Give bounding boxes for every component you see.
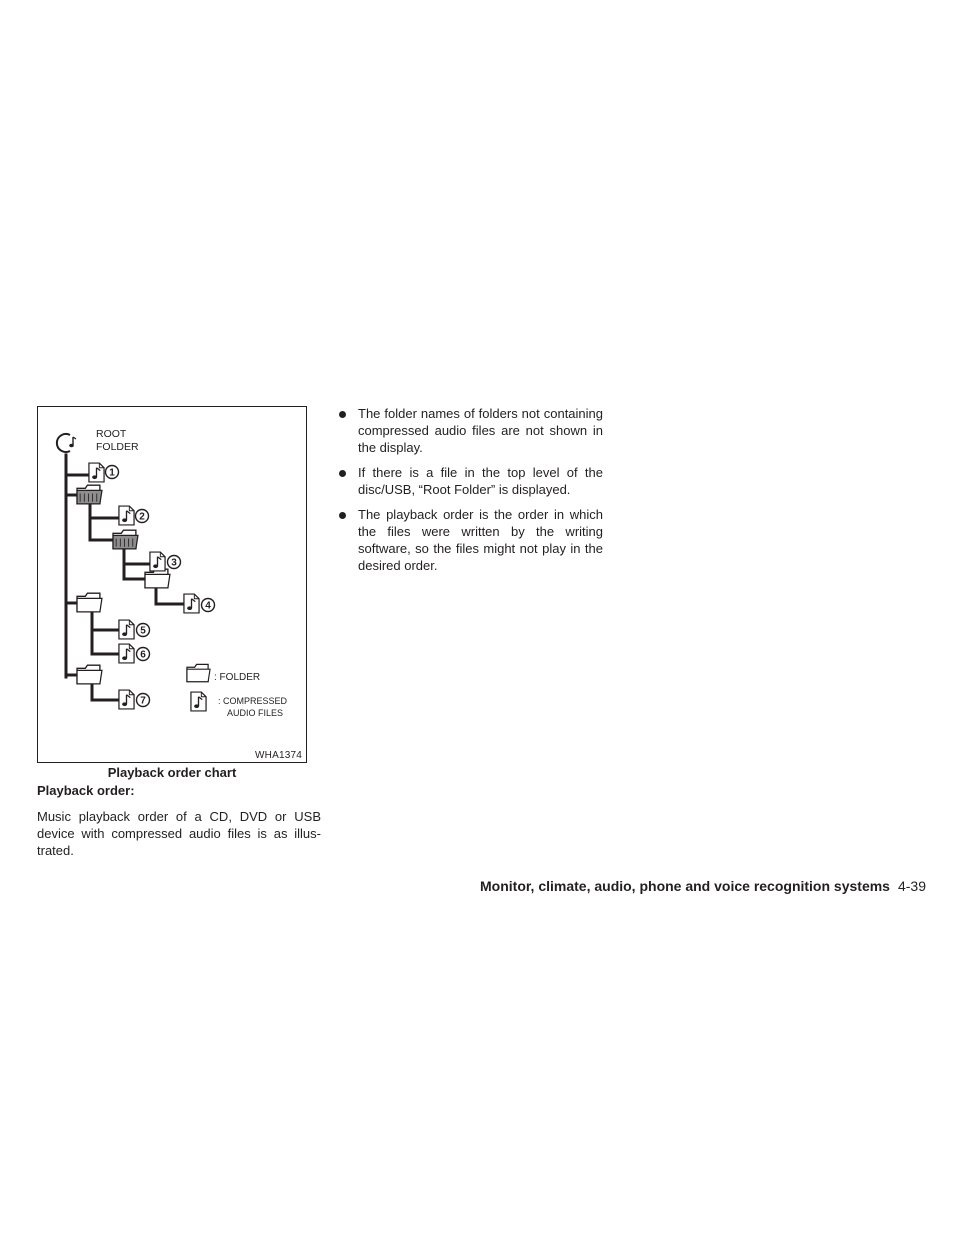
- footer-section-title: Monitor, climate, audio, phone and voice recognition systems: [480, 878, 890, 894]
- bullet-icon: [339, 411, 346, 418]
- track-number-2: 2: [139, 511, 145, 523]
- bullet-icon: [339, 470, 346, 477]
- body-paragraph: Music playback order of a CD, DVD or USB device with compressed audio files is as illus-trated.: [37, 809, 321, 858]
- folder-icon: [145, 569, 170, 588]
- track-number-6: 6: [140, 649, 146, 661]
- bullet-icon: [339, 512, 346, 519]
- list-item: [339, 464, 603, 498]
- root-label-line2: FOLDER: [96, 441, 139, 453]
- page-number: 4-39: [897, 878, 926, 894]
- list-item-text: The playback order is the order in which the files were written by the writing software, so the files might not play in the desired order.: [358, 507, 603, 573]
- section-heading: Playback order:: [37, 783, 135, 798]
- track-number-7: 7: [140, 695, 146, 707]
- disc-icon: [57, 434, 76, 452]
- figure-code: WHA1374: [255, 750, 302, 761]
- list-item-text: If there is a file in the top level of the disc/USB, “Root Folder” is displayed.: [358, 465, 603, 497]
- list-item: [339, 405, 603, 456]
- legend-audio-file-icon: [191, 692, 206, 711]
- track-number-4: 4: [205, 600, 211, 612]
- folder-tree-diagram: [38, 407, 308, 764]
- legend-folder-label: : FOLDER: [214, 672, 261, 683]
- audio-file-icon: [119, 620, 134, 639]
- track-number-3: 3: [171, 557, 177, 569]
- page-footer: [430, 878, 926, 894]
- folder-icon: [77, 665, 102, 684]
- notes-list: [339, 405, 603, 582]
- legend-files-label-line2: AUDIO FILES: [227, 708, 284, 718]
- legend-folder-icon: [187, 664, 210, 681]
- audio-file-icon: [119, 690, 134, 709]
- audio-file-icon: [184, 594, 199, 613]
- audio-file-icon: [150, 552, 165, 571]
- legend-files-label-line1: : COMPRESSED: [218, 696, 288, 706]
- audio-file-icon: [119, 506, 134, 525]
- figure-caption: Playback order chart: [107, 765, 237, 780]
- audio-file-icon: [119, 644, 134, 663]
- track-number-5: 5: [140, 625, 146, 637]
- folder-icon: [77, 593, 102, 612]
- audio-file-icon: [89, 463, 104, 482]
- playback-order-figure: [37, 406, 307, 763]
- list-item-text: The folder names of folders not containing compressed audio files are not shown in the display.: [358, 406, 603, 455]
- root-label-line1: ROOT: [96, 428, 127, 440]
- folder-icon: [113, 530, 138, 549]
- track-number-1: 1: [109, 467, 115, 479]
- folder-icon: [77, 485, 102, 504]
- list-item: [339, 506, 603, 574]
